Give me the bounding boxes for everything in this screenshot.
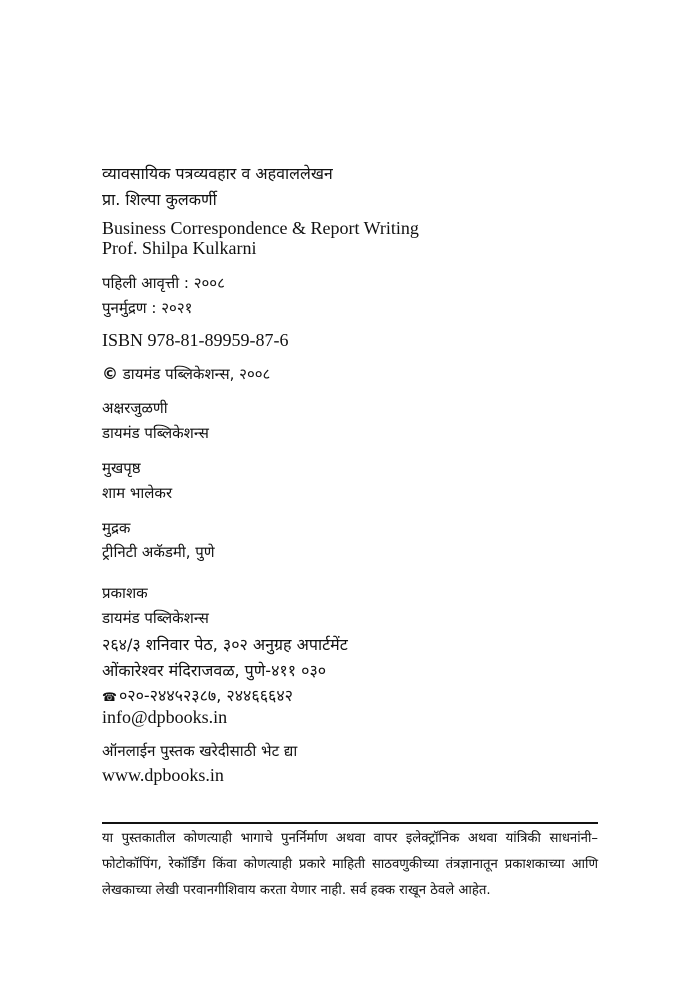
copyright-symbol: © [102,364,118,383]
publisher-name: डायमंड पब्लिकेशन्स [102,609,209,627]
publisher-phone-line [102,684,293,706]
english-title: Business Correspondence & Report Writing [102,218,419,238]
typesetting-value: डायमंड पब्लिकेशन्स [102,424,209,442]
typesetting-label: अक्षरजुळणी [102,399,168,417]
printer-value: ट्रीनिटी अकॅडमी, पुणे [102,543,215,561]
publisher-address-line1: २६४/३ शनिवार पेठ, ३०२ अनुग्रह अपार्टमेंट [102,635,348,654]
copyright-holder: डायमंड पब्लिकेशन्स, २००८ [122,365,271,383]
reprint: पुनर्मुद्रण : २०२१ [102,299,193,317]
isbn: ISBN 978-81-89959-87-6 [102,330,289,350]
rights-notice: या पुस्तकातील कोणत्याही भागाचे पुनर्निर्माण अथवा वापर इलेक्ट्रॉनिक अथवा यांत्रिकी साधनांनी–फोटोकॉपिंग, रेकॉर्डिंग किंवा कोणत्याही प्रकारे माहिती साठवणुकीच्या तंत्रज्ञानातून प्रकाशकाच्या आणि लेखकाच्या लेखी परवानगीशिवाय करता येणार नाही. सर्व हक्क राखून ठेवले आहेत. [102,831,598,898]
marathi-title: व्यावसायिक पत्रव्यवहार व अहवाललेखन [102,164,333,183]
publisher-address-line2: ओंकारेश्वर मंदिराजवळ, पुणे-४११ ०३० [102,661,327,680]
publisher-email[interactable]: info@dpbooks.in [102,707,228,727]
cover-label: मुखपृष्ठ [102,459,141,477]
first-edition: पहिली आवृत्ती : २००८ [102,274,225,292]
english-author: Prof. Shilpa Kulkarni [102,238,257,258]
cover-value: शाम भालेकर [102,484,173,502]
publisher-phone: ०२०-२४४५२३८७, २४४६६६४२ [118,686,293,705]
website[interactable]: www.dpbooks.in [102,765,224,785]
divider-rule [102,822,598,824]
copyright-line [102,364,270,384]
marathi-author: प्रा. शिल्पा कुलकर्णी [102,190,217,209]
publisher-label: प्रकाशक [102,584,148,602]
telephone-icon: ☎ [102,690,117,704]
printer-label: मुद्रक [102,519,131,537]
online-label: ऑनलाईन पुस्तक खरेदीसाठी भेट द्या [102,742,298,760]
